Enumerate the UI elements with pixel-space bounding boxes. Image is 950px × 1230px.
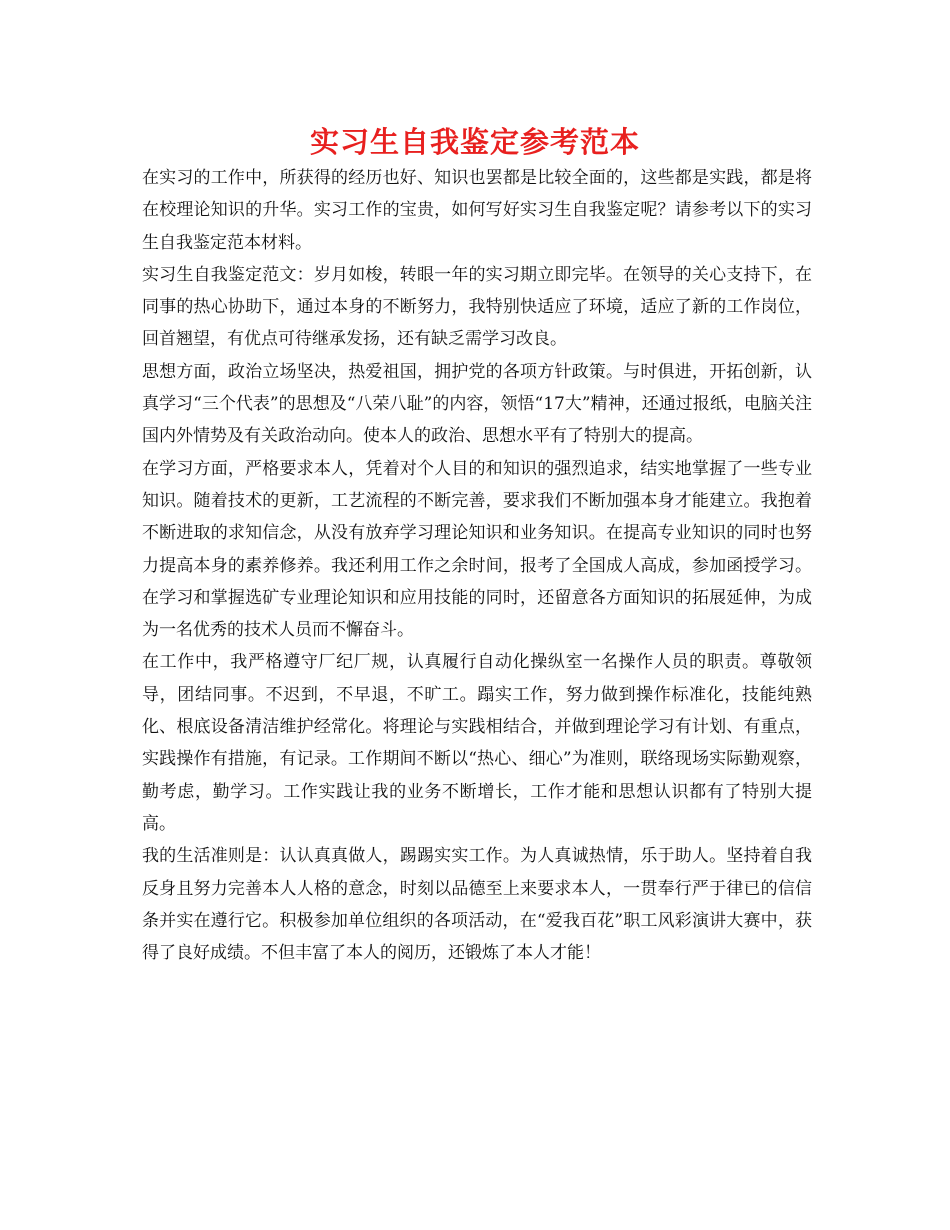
document-body	[142, 162, 812, 969]
paragraph-intro: 在实习的工作中，所获得的经历也好、知识也罢都是比较全面的，这些都是实践，都是将在校理论知识的升华。实习工作的宝贵，如何写好实习生自我鉴定呢？请参考以下的实习生自我鉴定范本材料。	[142, 168, 812, 253]
paragraph-study: 在学习方面，严格要求本人，凭着对个人目的和知识的强烈追求，结实地掌握了一些专业知识。随着技术的更新，工艺流程的不断完善，要求我们不断加强本身才能建立。我抱着不断进取的求知信念，从没有放弃学习理论知识和业务知识。在提高专业知识的同时也努力提高本身的素养修养。我还利用工作之余时间，报考了全国成人高成，参加函授学习。在学习和掌握选矿专业理论知识和应用技能的同时，还留意各方面知识的拓展延伸，为成为一名优秀的技术人员而不懈奋斗。	[142, 458, 812, 641]
paragraph-work: 在工作中，我严格遵守厂纪厂规，认真履行自动化操纵室一名操作人员的职责。尊敬领导，团结同事。不迟到，不早退，不旷工。蹋实工作，努力做到操作标准化，技能纯熟化、根底设备清洁维护经常化。将理论与实践相结合，并做到理论学习有计划、有重点，实践操作有措施，有记录。工作期间不断以“热心、细心”为准则，联络现场实际勤观察，勤考虑，勤学习。工作实践让我的业务不断增长，工作才能和思想认识都有了特别大提高。	[142, 652, 812, 834]
paragraph-ideology: 思想方面，政治立场坚决，热爱祖国，拥护党的各项方针政策。与时俱进，开拓创新，认真学习“三个代表”的思想及“八荣八耻”的内容，领悟“17大”精神，还通过报纸，电脑关注国内外情势及有关政治动向。使本人的政治、思想水平有了特别大的提高。	[142, 361, 812, 447]
document-title: 实习生自我鉴定参考范本	[309, 125, 640, 159]
paragraph-life: 我的生活准则是：认认真真做人，踢踢实实工作。为人真诚热情，乐于助人。坚持着自我反身且努力完善本人人格的意念，时刻以品德至上来要求本人，一贯奉行严于律已的信信条并实在遵行它。积极参加单位组织的各项活动，在“爱我百花”职工风彩演讲大赛中，获得了良好成绩。不但丰富了本人的阅历，还锻炼了本人才能！	[142, 846, 812, 964]
paragraph-sample-opening: 实习生自我鉴定范文：岁月如梭，转眼一年的实习期立即完毕。在领导的关心支持下，在同事的热心协助下，通过本身的不断努力，我特别快适应了环境，适应了新的工作岗位，回首翘望，有优点可待继承发扬，还有缺乏需学习改良。	[142, 264, 812, 350]
